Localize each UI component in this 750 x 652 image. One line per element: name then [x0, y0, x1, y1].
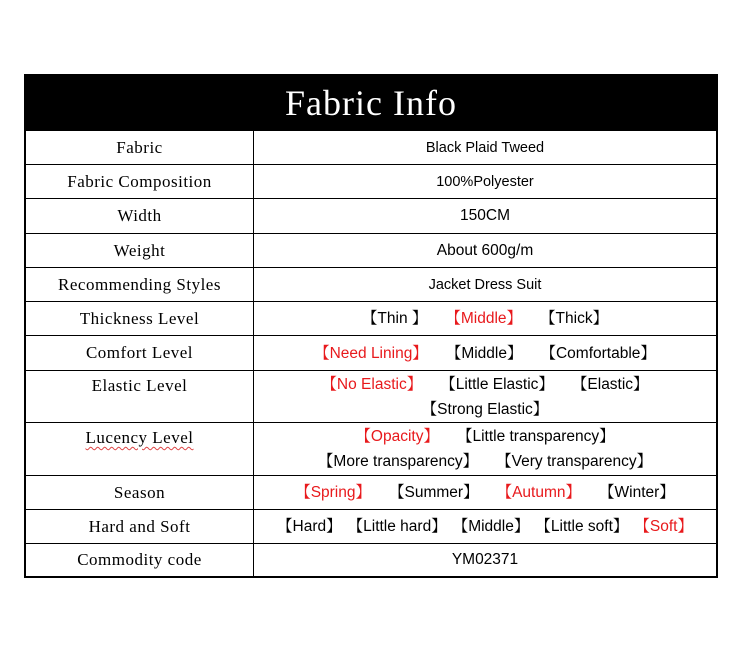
row-label-code: Commodity code — [26, 544, 254, 576]
row-value-composition: 100%Polyester — [254, 165, 717, 199]
row-label-comfort: Comfort Level — [26, 336, 254, 371]
option-chip: 【Strong Elastic】 — [421, 400, 549, 418]
option-chip: 【Comfortable】 — [540, 344, 656, 362]
row-value-width: 150CM — [254, 199, 717, 234]
option-chip: 【Little transparency】 — [456, 428, 615, 445]
table-row — [26, 336, 716, 371]
option-chip: 【Middle】 — [452, 518, 530, 535]
lucency-label-text: Lucency Level — [85, 428, 194, 447]
row-label-width: Width — [26, 199, 254, 234]
row-label-season: Season — [26, 476, 254, 510]
row-options-lucency — [254, 423, 717, 476]
option-chip: 【More transparency】 — [317, 453, 479, 470]
table-row — [26, 234, 716, 268]
table-row — [26, 476, 716, 510]
page-title: Fabric Info — [26, 76, 716, 130]
option-chip: 【Middle】 — [445, 310, 523, 327]
table-row — [26, 131, 716, 165]
table-row — [26, 268, 716, 302]
row-label-weight: Weight — [26, 234, 254, 268]
row-options-season — [254, 476, 717, 510]
option-chip: 【Middle】 — [445, 344, 523, 362]
option-chip: 【Little soft】 — [535, 518, 629, 535]
row-options-thickness — [254, 302, 717, 336]
row-value-styles: Jacket Dress Suit — [254, 268, 717, 302]
row-label-fabric: Fabric — [26, 131, 254, 165]
row-options-elastic — [254, 371, 717, 423]
option-chip: 【Thick】 — [540, 310, 609, 327]
option-chip: 【Little hard】 — [347, 518, 447, 535]
row-value-code: YM02371 — [254, 544, 717, 576]
fabric-info-sheet — [24, 74, 718, 578]
option-chip: 【Elastic】 — [571, 375, 649, 393]
row-label-hardness: Hard and Soft — [26, 510, 254, 544]
option-chip: 【Hard】 — [277, 518, 342, 535]
option-chip: 【Very transparency】 — [496, 453, 653, 470]
table-row — [26, 510, 716, 544]
table-row — [26, 423, 716, 476]
row-label-lucency — [26, 423, 254, 476]
option-chip: 【Thin 】 — [361, 310, 428, 327]
row-label-styles: Recommending Styles — [26, 268, 254, 302]
row-label-composition: Fabric Composition — [26, 165, 254, 199]
table-row — [26, 544, 716, 576]
row-value-weight: About 600g/m — [254, 234, 717, 268]
option-chip: 【Summer】 — [389, 484, 479, 501]
table-row — [26, 302, 716, 336]
row-label-thickness: Thickness Level — [26, 302, 254, 336]
option-chip: 【Winter】 — [599, 484, 675, 501]
row-options-hardness — [254, 510, 717, 544]
option-chip: 【Need Lining】 — [314, 344, 428, 362]
row-value-fabric: Black Plaid Tweed — [254, 131, 717, 165]
option-chip: 【Autumn】 — [496, 484, 581, 501]
table-row — [26, 371, 716, 423]
fabric-info-table — [26, 130, 716, 576]
option-chip: 【Soft】 — [634, 518, 693, 535]
row-options-comfort — [254, 336, 717, 371]
table-row — [26, 199, 716, 234]
row-label-elastic: Elastic Level — [26, 371, 254, 423]
option-chip: 【Opacity】 — [355, 428, 439, 445]
option-chip: 【No Elastic】 — [321, 375, 423, 393]
option-chip: 【Little Elastic】 — [440, 375, 554, 393]
option-chip: 【Spring】 — [295, 484, 371, 501]
table-row — [26, 165, 716, 199]
